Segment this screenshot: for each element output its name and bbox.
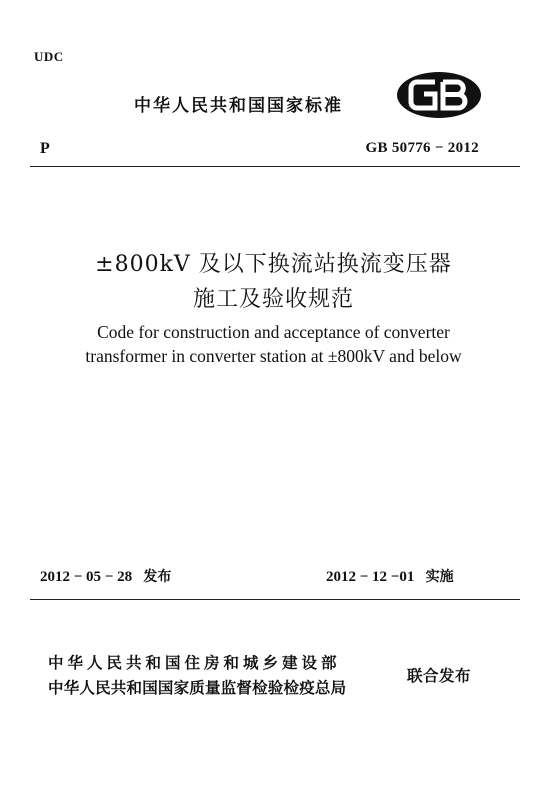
standard-name: 中华人民共和国国家标准: [134, 96, 343, 116]
standard-code: GB 50776 − 2012: [365, 140, 479, 156]
publisher-line1: 中华人民共和国住房和城乡建设部: [48, 654, 341, 672]
publisher-line2: 中华人民共和国国家质量监督检验检疫总局: [48, 679, 347, 697]
category-label: P: [40, 140, 50, 157]
bottom-divider: [30, 599, 520, 600]
implement-date-row: [326, 566, 454, 586]
title-cn-line2: 施工及验收规范: [192, 287, 354, 312]
implement-label: 实施: [425, 569, 454, 585]
top-divider: [30, 166, 520, 167]
implement-date: 2012 − 12 −01: [326, 569, 415, 585]
issue-date: 2012 − 05 − 28: [40, 569, 133, 585]
title-en-line1: Code for construction and acceptance of converter: [97, 322, 450, 342]
title-cn-line1: ±800kV 及以下换流站换流变压器: [95, 252, 452, 277]
title-en-line2: transformer in converter station at ±800kV and below: [85, 346, 462, 366]
issue-label: 发布: [143, 569, 172, 585]
joint-publish-label: 联合发布: [407, 667, 472, 685]
gb-logo: [395, 70, 483, 120]
issue-date-row: [40, 566, 171, 586]
udc-label: UDC: [34, 49, 64, 64]
